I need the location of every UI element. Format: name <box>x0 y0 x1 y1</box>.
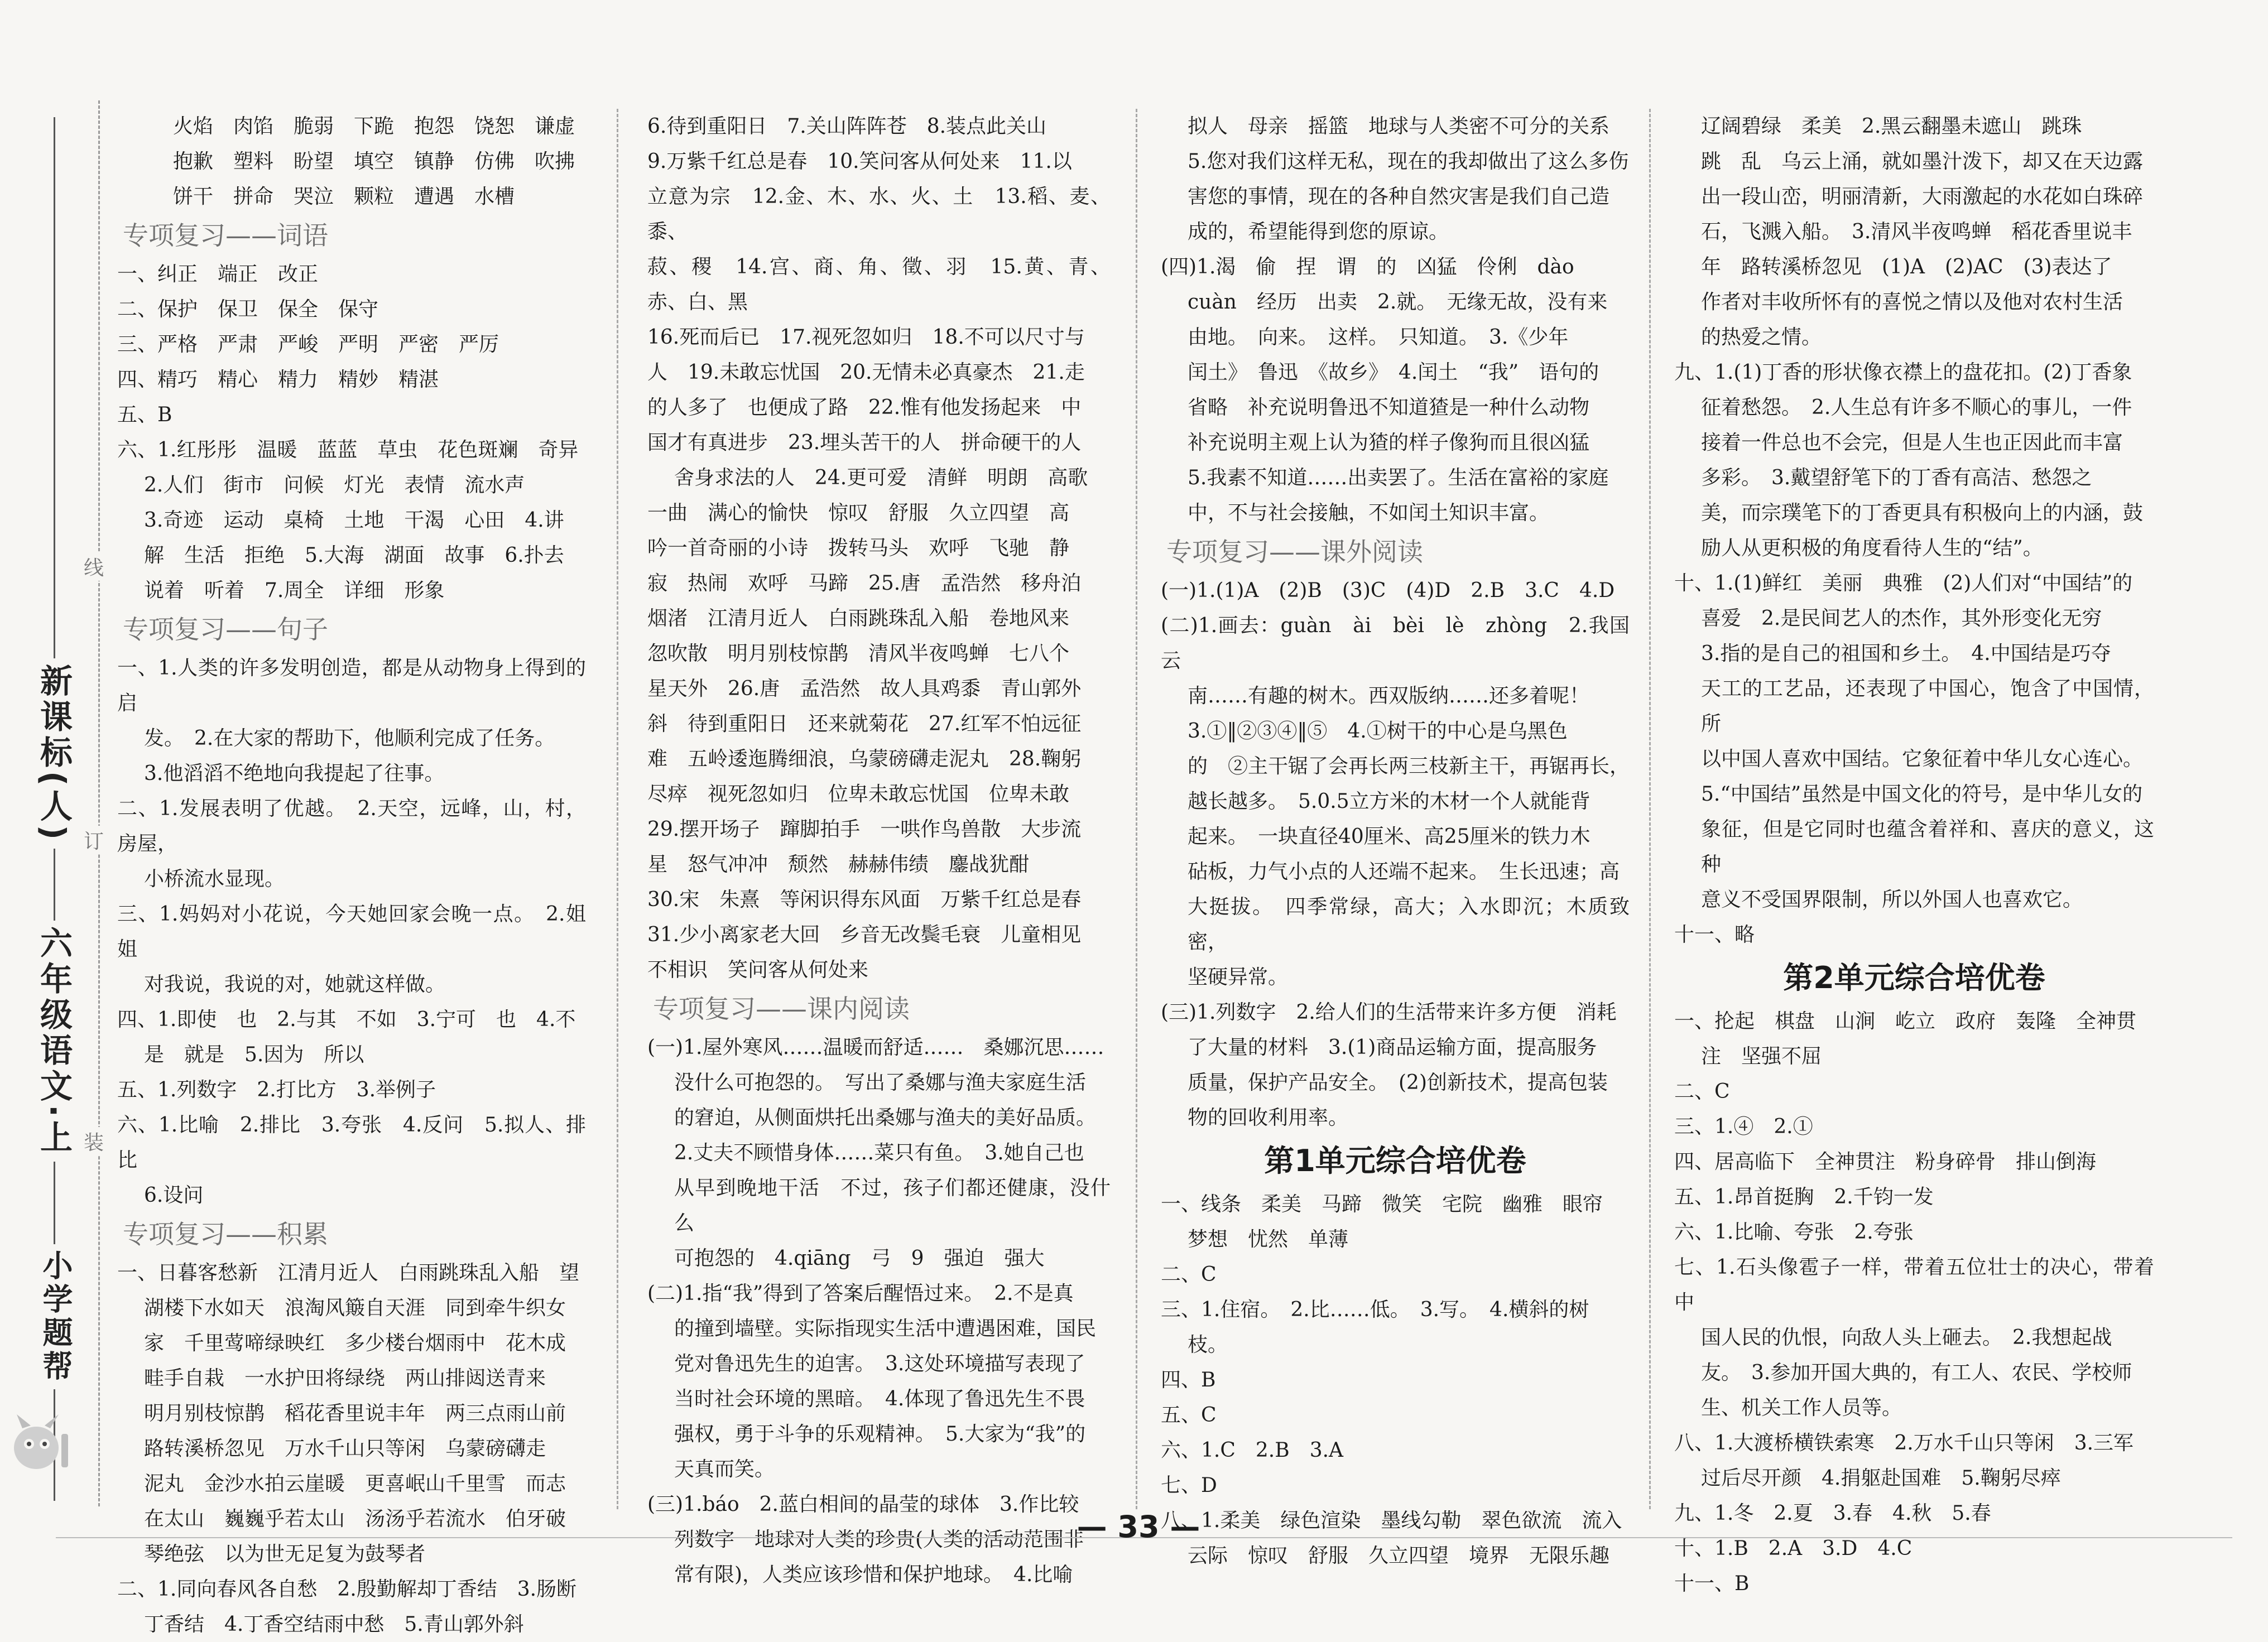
unit-title: 第2单元综合培优卷 <box>1783 960 2045 995</box>
answer-line: 物的回收利用率。 <box>1188 1106 1349 1129</box>
section-title: 专项复习——句子 <box>123 614 328 644</box>
cut-mark-install: 装 <box>84 1127 104 1155</box>
answer-line: 砧板，力气小点的人还端不起来。 生长迅速；高 <box>1188 860 1620 883</box>
answer-line: 八、1.大渡桥横铁索寒 2.万水千山只等闲 3.三军 <box>1674 1432 2134 1455</box>
answer-line: 成的，希望能得到您的原谅。 <box>1188 220 1449 243</box>
answer-line: 二、保护 保卫 保全 保守 <box>117 298 379 321</box>
answer-line: 3.他滔滔不绝地向我提起了往事。 <box>144 762 445 785</box>
answer-line: 难 五岭逶迤腾细浪，乌蒙磅礴走泥丸 28.鞠躬 <box>647 748 1082 771</box>
answer-line: 质量，保护产品安全。 (2)创新技术，提高包装 <box>1188 1071 1608 1094</box>
answer-line: 作者对丰收所怀有的喜悦之情以及他对农村生活 <box>1701 291 2123 314</box>
answer-line: 了大量的材料 3.(1)商品运输方面，提高服务 <box>1188 1036 1597 1059</box>
answer-line: 强权，勇于斗争的乐观精神。 5.大家为“我”的 <box>674 1423 1086 1446</box>
answer-line: 以中国人喜欢中国结。它象征着中华儿女心连心。 <box>1701 748 2144 771</box>
answer-line: 一、1.人类的许多发明创造，都是从动物身上得到的启 <box>117 657 586 715</box>
answer-line: 一、抡起 棋盘 山涧 屹立 政府 轰隆 全神贯 <box>1674 1010 2137 1033</box>
answer-line: 九、1.冬 2.夏 3.春 4.秋 5.春 <box>1674 1502 1991 1525</box>
answer-line: 泥丸 金沙水拍云崖暖 更喜岷山千里雪 而志 <box>144 1472 566 1495</box>
answer-line: 二、C <box>1674 1080 1730 1103</box>
answer-line: 的窘迫，从侧面烘托出桑娜与渔夫的美好品质。 <box>674 1106 1097 1129</box>
answer-line: 没什么可抱怨的。 写出了桑娜与渔夫家庭生活 <box>674 1071 1087 1094</box>
answer-line: 意义不受国界限制，所以外国人也喜欢它。 <box>1701 888 2083 911</box>
answer-line: 的人多了 也便成了路 22.惟有他发扬起来 中 <box>647 396 1082 419</box>
answer-line: 跳 乱 乌云上涌，就如墨汁泼下，却又在天边露 <box>1701 150 2144 173</box>
answer-line: 象征，但是它同时也蕴含着祥和、喜庆的意义，这种 <box>1701 818 2154 876</box>
edition-label: 新课标(人) <box>27 658 77 849</box>
answer-line: 国才有真进步 23.埋头苦干的人 拼命硬干的人 <box>647 431 1082 454</box>
answer-line: 越长越多。 5.0.5立方米的木材一个人就能背 <box>1188 790 1591 813</box>
answer-line: 八、1.柔美 绿色渲染 墨线勾勒 翠色欲流 流入 <box>1161 1509 1622 1532</box>
answer-line: 二、1.发展表明了优越。 2.天空，远峰，山，村，房屋， <box>117 797 586 855</box>
column-divider <box>617 109 618 1509</box>
answer-line: 明月别枝惊鹊 稻花香里说丰年 两三点雨山前 <box>144 1402 566 1425</box>
answer-line: 石，飞溅入船。 3.清风半夜鸣蝉 稻花香里说丰 <box>1701 220 2132 243</box>
answer-line: 过后尽开颜 4.捐躯赴国难 5.鞠躬尽瘁 <box>1701 1467 2061 1490</box>
answer-line: 一、日暮客愁新 江清月近人 白雨跳珠乱入船 望 <box>117 1261 580 1284</box>
answer-line: 列数字 地球对人类的珍贵(人类的活动范围非 <box>674 1528 1084 1551</box>
answer-line: 党对鲁迅先生的迫害。 3.这处环境描写表现了 <box>674 1352 1085 1375</box>
answer-line: 励人从更积极的角度看待人生的“结”。 <box>1701 537 2043 560</box>
answer-line: 一、纠正 端正 改正 <box>117 263 319 286</box>
answer-line: 由地。 向来。 这样。 只知道。 3.《少年 <box>1188 326 1569 349</box>
answer-line: 补充说明主观上认为猹的样子像狗而且很凶猛 <box>1188 431 1590 454</box>
answer-line: 路转溪桥忽见 万水千山只等闲 乌蒙磅礴走 <box>144 1437 546 1460</box>
answer-line: 饼干 拼命 哭泣 颗粒 遭遇 水槽 <box>173 185 515 208</box>
answer-line: 3.奇迹 运动 桌椅 土地 干渴 心田 4.讲 <box>144 509 564 532</box>
section-title: 专项复习——课外阅读 <box>1166 537 1423 567</box>
answer-line: 3.指的是自己的祖国和乡土。 4.中国结是巧夺 <box>1701 642 2111 665</box>
answer-line: 四、B <box>1161 1369 1216 1391</box>
answer-line: 十一、B <box>1674 1572 1750 1595</box>
answer-line: 一、线条 柔美 马蹄 微笑 宅院 幽雅 眼帘 <box>1161 1193 1603 1216</box>
answer-line: 舍身求法的人 24.更可爱 清鲜 明朗 高歌 <box>674 466 1088 489</box>
answer-column-3 <box>1161 109 1630 1567</box>
page-number: — 33 — <box>1077 1509 1200 1544</box>
column-divider <box>1136 109 1137 1509</box>
answer-line: 生、机关工作人员等。 <box>1701 1397 1902 1419</box>
answer-line: 十一、略 <box>1674 923 1755 946</box>
answer-line: 七、1.石头像雹子一样，带着五位壮士的决心，带着中 <box>1674 1256 2154 1314</box>
answer-line: 5.我素不知道……出卖罢了。生活在富裕的家庭 <box>1188 466 1609 489</box>
answer-line: 家 千里莺啼绿映红 多少楼台烟雨中 花木成 <box>144 1332 566 1355</box>
answer-line: 辽阔碧绿 柔美 2.黑云翻墨未遮山 跳珠 <box>1701 115 2082 138</box>
answer-line: 从早到晚地干活 不过，孩子们都还健康，没什么 <box>674 1177 1111 1235</box>
answer-line: 常有限)，人类应该珍惜和保护地球。 4.比喻 <box>674 1563 1073 1586</box>
binding-cut-line <box>98 100 100 1506</box>
answer-line: 人 19.未敢忘忧国 20.无情未必真豪杰 21.走 <box>647 361 1085 384</box>
answer-line: 三、1.妈妈对小花说，今天她回家会晚一点。 2.姐姐 <box>117 903 586 961</box>
answer-line: 枝。 <box>1188 1333 1228 1356</box>
unit-title: 第1单元综合培优卷 <box>1264 1143 1526 1178</box>
answer-line: 注 坚强不屈 <box>1701 1045 1822 1068</box>
answer-line: 29.摆开场子 蹿脚拍手 一哄作鸟兽散 大步流 <box>647 818 1082 841</box>
answer-line: cuàn 经历 出卖 2.就。 无缘无故，没有来 <box>1188 291 1608 314</box>
answer-line: 年 路转溪桥忽见 (1)A (2)AC (3)表达了 <box>1701 256 2112 278</box>
answer-line: 的撞到墙壁。实际指现实生活中遭遇困难，国民 <box>674 1317 1097 1340</box>
answer-line: 出一段山峦，明丽清新，大雨激起的水花如白珠碎 <box>1701 185 2144 208</box>
answer-line: 五、C <box>1161 1404 1217 1427</box>
answer-line: 的热爱之情。 <box>1701 326 1822 349</box>
answer-line: 南……有趣的树木。西双版纳……还多着呢！ <box>1188 685 1590 707</box>
answer-line: 坚硬异常。 <box>1188 966 1289 989</box>
answer-column-1 <box>117 109 586 1636</box>
answer-line: 2.人们 街市 问候 灯光 表情 流水声 <box>144 474 525 497</box>
answer-line: 一曲 满心的愉快 惊叹 舒服 久立四望 高 <box>647 502 1070 524</box>
answer-line: 梦想 忧然 单薄 <box>1188 1228 1349 1251</box>
answer-column-2 <box>647 109 1111 1586</box>
answer-line: 三、1.④ 2.① <box>1674 1115 1813 1138</box>
answer-line: (二)1.画去：guàn ài bèi lè zhòng 2.我国云 <box>1161 614 1630 672</box>
answer-line: 天工的工艺品，还表现了中国心，饱含了中国情，所 <box>1701 677 2154 735</box>
answer-line: 征着愁怨。 2.人生总有许多不顺心的事儿，一件 <box>1701 396 2132 419</box>
answer-line: 9.万紫千红总是春 10.笑问客从何处来 11.以 <box>647 150 1072 173</box>
answer-line: 在太山 巍巍乎若太山 汤汤乎若流水 伯牙破 <box>144 1508 566 1530</box>
answer-line: 十、1.B 2.A 3.D 4.C <box>1674 1537 1913 1560</box>
answer-line: 当时社会环境的黑暗。 4.体现了鲁迅先生不畏 <box>674 1388 1085 1410</box>
column-divider <box>1649 109 1651 1509</box>
answer-line: 中，不与社会接触，不如闰土知识丰富。 <box>1188 502 1550 524</box>
answer-line: 发。 2.在大家的帮助下，他顺利完成了任务。 <box>144 727 555 750</box>
answer-line: 七、D <box>1161 1474 1217 1497</box>
answer-line: (四)1.渴 偷 捏 谓 的 凶猛 伶俐 dào <box>1161 256 1574 278</box>
answer-line: 立意为宗 12.金、木、水、火、土 13.稻、麦、黍、 <box>647 185 1111 243</box>
answer-line: 的 ②主干锯了会再长两三枝新主干，再锯再长， <box>1188 755 1630 778</box>
cut-mark-bind: 订 <box>84 826 104 854</box>
answer-line: 四、居高临下 全神贯注 粉身碎骨 排山倒海 <box>1674 1150 2097 1173</box>
answer-line: 对我说，我说的对，她就这样做。 <box>144 973 446 996</box>
answer-line: 2.丈夫不顾惜身体……菜只有鱼。 3.她自己也 <box>674 1142 1084 1164</box>
answer-column-4 <box>1674 109 2154 1595</box>
answer-line: 三、严格 严肃 严峻 严明 严密 严厉 <box>117 333 499 356</box>
answer-line: 忽吹散 明月别枝惊鹊 清风半夜鸣蝉 七八个 <box>647 642 1070 665</box>
answer-line: 美，而宗璞笔下的丁香更具有积极向上的内涵，鼓 <box>1701 502 2144 524</box>
answer-line: 接着一件总也不会完，但是人生也正因此而丰富 <box>1701 431 2123 454</box>
answer-line: 多彩。 3.戴望舒笔下的丁香有高洁、愁怨之 <box>1701 466 2092 489</box>
answer-line: 尽瘁 视死忽如归 位卑未敢忘忧国 位卑未敢 <box>647 783 1070 806</box>
section-title: 专项复习——积累 <box>123 1219 328 1249</box>
answer-line: 3.①‖②③④‖⑤ 4.①树干的中心是乌黑色 <box>1188 720 1568 743</box>
answer-line: 四、1.即使 也 2.与其 不如 3.宁可 也 4.不 <box>117 1008 576 1031</box>
answer-line: 星天外 26.唐 孟浩然 故人具鸡黍 青山郭外 <box>647 677 1082 700</box>
cut-mark-line: 线 <box>84 552 104 581</box>
answer-line: 解 生活 拒绝 5.大海 湖面 故事 6.扑去 <box>144 544 564 567</box>
sidebar <box>0 0 98 1630</box>
answer-line: 琴绝弦 以为世无足复为鼓琴者 <box>144 1543 426 1566</box>
answer-line: 六、1.红彤彤 温暖 蓝蓝 草虫 花色斑斓 奇异 <box>117 439 579 461</box>
series-label: 小学题帮 <box>27 1244 77 1389</box>
answer-line: 湖楼下水如天 浪淘风簸自天涯 同到牵牛织女 <box>144 1297 566 1320</box>
answer-line: 5.您对我们这样无私，现在的我却做出了这么多伤 <box>1188 150 1629 173</box>
answer-line: 起来。 一块直径40厘米、高25厘米的铁力木 <box>1188 825 1591 848</box>
answer-line: 国人民的仇恨，向敌人头上砸去。 2.我想起战 <box>1701 1326 2112 1349</box>
answer-line: 九、1.(1)丁香的形状像衣襟上的盘花扣。(2)丁香象 <box>1674 361 2132 384</box>
answer-line: 大挺拔。 四季常绿，高大；入水即沉；木质致密， <box>1188 895 1630 954</box>
answer-line: 省略 补充说明鲁迅不知道猹是一种什么动物 <box>1188 396 1590 419</box>
answer-line: 寂 热闹 欢呼 马蹄 25.唐 孟浩然 移舟泊 <box>647 572 1082 595</box>
answer-line: 是 就是 5.因为 所以 <box>144 1043 364 1066</box>
answer-line: 30.宋 朱熹 等闲识得东风面 万紫千红总是春 <box>647 888 1082 911</box>
answer-line: 友。 3.参加开国大典的，有工人、农民、学校师 <box>1701 1361 2132 1384</box>
answer-line: 六、1.比喻 2.排比 3.夸张 4.反问 5.拟人、排比 <box>117 1114 586 1172</box>
answer-line: 五、1.列数字 2.打比方 3.举例子 <box>117 1078 436 1101</box>
answer-line: (三)1.báo 2.蓝白相间的晶莹的球体 3.作比较 <box>647 1493 1079 1516</box>
answer-line: 拟人 母亲 摇篮 地球与人类密不可分的关系 <box>1188 115 1610 138</box>
section-title: 专项复习——词语 <box>123 220 328 251</box>
answer-line: 16.死而后已 17.视死忽如归 18.不可以尺寸与 <box>647 326 1085 349</box>
answer-line: (三)1.列数字 2.给人们的生活带来许多方便 消耗 <box>1161 1001 1617 1024</box>
answer-line: 云际 惊叹 舒服 久立四望 境界 无限乐趣 <box>1188 1544 1610 1567</box>
answer-line: 五、B <box>117 403 172 426</box>
answer-line: 五、1.昂首挺胸 2.千钧一发 <box>1674 1186 1934 1208</box>
answer-line: 害您的事情，现在的各种自然灾害是我们自己造 <box>1188 185 1610 208</box>
answer-line: 菽、稷 14.宫、商、角、徵、羽 15.黄、青、赤、白、黑 <box>647 256 1111 314</box>
answer-line: 星 怒气冲冲 颓然 赫赫伟绩 鏖战犹酣 <box>647 853 1030 876</box>
answer-line: 不相识 笑问客从何处来 <box>647 959 869 981</box>
answer-line: 二、C <box>1161 1263 1217 1286</box>
answer-line: (一)1.屋外寒风……温暖而舒适…… 桑娜沉思…… <box>647 1036 1104 1059</box>
answer-line: 可抱怨的 4.qiāng 弓 9 强迫 强大 <box>674 1247 1045 1270</box>
answer-line: (二)1.指“我”得到了答案后醒悟过来。 2.不是真 <box>647 1282 1074 1305</box>
answer-line: (一)1.(1)A (2)B (3)C (4)D 2.B 3.C 4.D <box>1161 579 1615 602</box>
answer-line: 吟一首奇丽的小诗 拨转马头 欢呼 飞驰 静 <box>647 537 1070 560</box>
section-title: 专项复习——课内阅读 <box>653 994 910 1024</box>
answer-line: 六、1.比喻、夸张 2.夸张 <box>1674 1221 1914 1244</box>
answer-line: 斜 待到重阳日 还来就菊花 27.红军不怕远征 <box>647 712 1082 735</box>
answer-line: 二、1.同向春风各自愁 2.殷勤解却丁香结 3.肠断 <box>117 1578 577 1601</box>
answer-line: 六、1.C 2.B 3.A <box>1161 1439 1344 1462</box>
answer-line: 31.少小离家老大回 乡音无改鬓毛衰 儿童相见 <box>647 923 1082 946</box>
answer-line: 说着 听着 7.周全 详细 形象 <box>144 579 445 602</box>
answer-line: 闰土》 鲁迅 《故乡》 4.闰土 “我” 语句的 <box>1188 361 1599 384</box>
answer-line: 5.“中国结”虽然是中国文化的符号，是中华儿女的 <box>1701 783 2143 806</box>
answer-line: 火焰 肉馅 脆弱 下跪 抱怨 饶恕 谦虚 <box>173 115 575 138</box>
mascot-icon <box>6 1406 89 1479</box>
answer-line: 四、精巧 精心 精力 精妙 精湛 <box>117 368 439 391</box>
answer-line: 喜爱 2.是民间艺人的杰作，其外形变化无穷 <box>1701 607 2102 630</box>
answer-line: 抱歉 塑料 盼望 填空 镇静 仿佛 吹拂 <box>173 150 575 173</box>
answer-line: 小桥流水显现。 <box>144 868 285 890</box>
answer-line: 天真而笑。 <box>674 1458 775 1481</box>
grade-label: 六年级语文·上 <box>27 921 77 1162</box>
answer-line: 三、1.住宿。 2.比……低。 3.写。 4.横斜的树 <box>1161 1298 1589 1321</box>
answer-line: 畦手自栽 一水护田将绿绕 两山排闼送青来 <box>144 1367 546 1390</box>
answer-line: 6.设问 <box>144 1184 204 1207</box>
answer-line: 丁香结 4.丁香空结雨中愁 5.青山郭外斜 <box>144 1613 524 1636</box>
answer-line: 6.待到重阳日 7.关山阵阵苍 8.装点此关山 <box>647 115 1047 138</box>
answer-line: 烟渚 江清月近人 白雨跳珠乱入船 卷地风来 <box>647 607 1070 630</box>
answer-line: 十、1.(1)鲜红 美丽 典雅 (2)人们对“中国结”的 <box>1674 572 2133 595</box>
